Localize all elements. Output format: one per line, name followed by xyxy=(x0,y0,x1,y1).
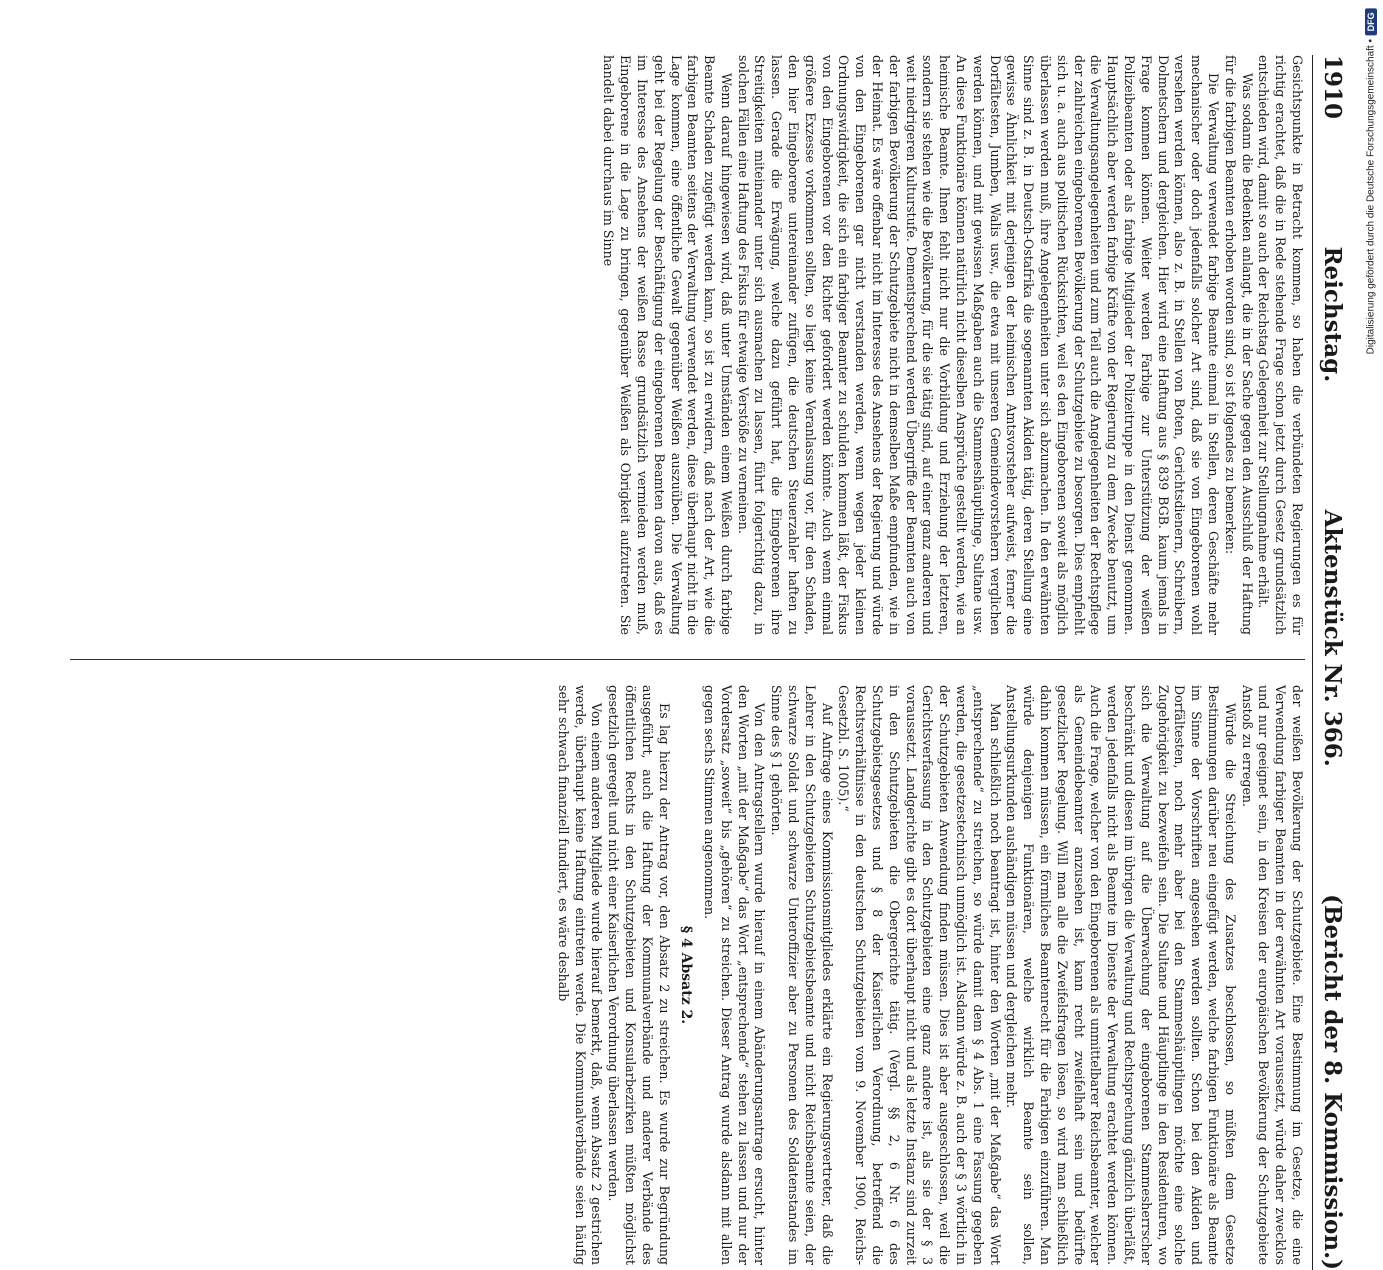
page-header xyxy=(1312,55,1353,1270)
dfg-logo: DFG xyxy=(1365,8,1377,35)
paragraph: Es lag hierzu der Antrag vor, den Absatz 2 zu streichen. Es wurde zur Begründung ausgeführt, auch die Haftung der Kommunalverbände und anderer Verbände des öffentlichen Rechts in den Schutzgebieten und Konsularbezirken müßten möglichst gesetzlich geregelt und nicht einer Kaiserlichen Verordnung überlassen werden. xyxy=(606,685,672,1265)
paragraph: Würde die Streichung des Zusatzes beschlossen, so müßten dem Gesetze Bestimmungen darüber neu eingefügt werden, welche farbigen Funktionäre als Beamte im Sinne der Vorschriften angesehen werden sollten. Schon bei den Akiden und Dorfältesten, noch mehr aber bei den Stammeshäuptlingen möchte eine solche Zugehörigkeit zu bezweifeln sein. Die Sultane und Häuptlinge in den Residenturen, wo sich die Verwaltung auf die Überwachung der eingeborenen Stammesherrscher beschränkt und diesen im übrigen die Verwaltung und Rechtsprechung gänzlich überläßt, werden jedenfalls nicht als Beamte im Dienste der Verwaltung erachtet werden können. Auch die Frage, welcher von den Eingeborenen als unmittelbarer Reichsbeamter, welcher als Gemeindebeamter anzusehen ist, kann recht zweifelhaft sein und bedürfte gesetzlicher Regelung. Will man alle die Zweifelsfragen lösen, so wird man schließlich dahin kommen müssen, ein förmliches Beamtenrecht für die Farbigen einzuführen. Man würde denjenigen Funktionären, welche wirklich Beamte sein sollen, Anstellungsurkunden aushändigen müssen und dergleichen mehr. xyxy=(1004,685,1238,1265)
paragraph: Die Verwaltung verwendet farbige Beamte einmal in Stellen, deren Geschäfte mehr mechanischer oder doch jedenfalls solcher Art sind, daß sie von Eingeborenen wohl versehen werden können, also z. B. in Stellen von Boten, Gerichtsdienern, Schreibern, Dolmetschern und dergleichen. Hier wird eine Haftung aus § 839 BGB. kaum jemals in Frage kommen können. Weiter werden Farbige zur Unterstützung der weißen Polizeibeamten oder als farbige Mitglieder der Polizeitruppe in den Dienst genommen. Hauptsächlich aber werden farbige Kräfte von der Regierung zu dem Zwecke benutzt, um die Verwaltungsangelegenheiten und zum Teil auch die Angelegenheiten der Rechtspflege der zahlreichen eingeborenen Bevölkerung der Schutzgebiete zu besorgen. Dies empfiehlt sich u. a. auch aus politischen Rücksichten, weil es den Eingeborenen soweit als möglich überlassen werden muß, ihre Angelegenheiten unter sich abzumachen. In den erwähnten Sinne sind z. B. in Deutsch-Ostafrika die sogenannten Akiden tätig, deren Stellung eine gewisse Ähnlichkeit mit derjenigen der heimischen Amtsvorsteher aufweist, ferner die Dorfältesten, Jumben, Walis usw., die etwa mit unseren Gemeindevorstehern verglichen werden können, und mit gewissen Maßgaben auch die Stammeshäuptlinge, Sultane usw. An diese Funktionäre können natürlich nicht dieselben Ansprüche gestellt werden, wie an heimische Beamte. Ihnen fehlt nicht nur die Vorbildung und Erziehung der letzteren, sondern sie stehen wie die Bevölkerung, für die sie tätig sind, auf einer ganz anderen und weit niedrigeren Kulturstufe. Dementsprechend werden Übergriffe der Beamten auch von der farbigen Bevölkerung der Schutzgebiete nicht in demselben Maße empfunden, wie in der Heimat. Es wäre offenbar nicht im Interesse des Ansehens der Regierung und würde von den Eingeborenen gar nicht verstanden werden, wenn wegen jeder kleinen Ordnungswidrigkeit, die sich ein farbiger Beamter zu schulden kommen läßt, der Fiskus von den Eingeborenen vor den Richter gefordert werden könnte. Auch wenn einmal größere Exzesse vorkommen sollten, so liegt keine Veranlassung vor, für den Schaden, den hier Eingeborene untereinander zufügen, die deutschen Steuerzahler haften zu lassen. Gerade die Erwägung, welche dazu geführt hat, die Eingeborenen ihre Streitigkeiten miteinander unter sich ausmachen zu lassen, führt folgerichtig dazu, in solchen Fällen eine Haftung des Fiskus für etwaige Verstöße zu verneinen. xyxy=(735,55,1222,635)
header-left-title: Reichstag. xyxy=(1319,246,1347,383)
section-heading: § 4 Absatz 2. xyxy=(678,925,695,1025)
page-number: 1910 xyxy=(1319,55,1347,120)
header-center-title: Aktenstück Nr. 366. xyxy=(1319,509,1347,767)
header-right-title: (Bericht der 8. Kommission.) xyxy=(1319,894,1347,1270)
paragraph: Gesichtspunkte in Betracht kommen, so haben die verbündeten Regierungen es für richtig erachtet, daß die in Rede stehende Frage schon jetzt durch Gesetz grundsätzlich entschieden wird, damit so auch der Reichstag Gelegenheit zur Stellungnahme erhält. xyxy=(1256,55,1305,635)
digitization-text: Digitalisierung gefördert durch die Deutsche Forschungsgemeinschaft • xyxy=(1365,39,1377,355)
right-column xyxy=(70,685,1305,1265)
paragraph: Auf Anfrage eines Kommissionsmitgliedes erklärte ein Regierungsvertreter, daß die Lehrer in den Schutzgebieten Schutzgebietsbeamte und nicht Reichsbeamte seien, der schwarze Soldat und schwarze Unteroffizier aber zu Personen des Soldatenstandes im Sinne des § 1 gehörten. xyxy=(769,685,835,1265)
column-divider xyxy=(70,659,1305,660)
paragraph: Von den Antragstellern wurde hierauf in einem Abänderungsantrage ersucht, hinter den Worten „mit der Maßgabe“ das Wort „entsprechende“ stehen zu lassen und nur der Vordersatz „soweit“ bis „gehören“ zu streichen. Dieser Antrag wurde alsdann mit allen gegen sechs Stimmen angenommen. xyxy=(702,685,768,1265)
paragraph: Man schließlich noch beantragt ist, hinter den Worten „mit der Maßgabe“ das Wort „entsprechende“ zu streichen, so würde damit dem § 4 Abs. 1 eine Fassung gegeben werden, die gesetzestechnisch unmöglich ist. Alsdann würde z. B. auch der § 3 wörtlich in der Schutzgebieten Anwendung finden müssen. Dies ist aber ausgeschlossen, weil die Gerichtsverfassung in den Schutzgebieten eine ganz andere ist, als sie der § 3 voraussetzt. Landgerichte gibt es dort überhaupt nicht und als letzte Instanz sind zurzeit in den Schutzgebieten die Obergerichte tätig. (Vergl. §§ 2, 6 Nr. 6 des Schutzgebietsgesetzes und § 8 der Kaiserlichen Verordnung, betreffend die Rechtsverhältnisse in den deutschen Schutzgebieten vom 9. November 1900, Reichs-Gesetzbl. S. 1005).“ xyxy=(836,685,1003,1265)
left-column xyxy=(70,55,1305,635)
paragraph: der weißen Bevölkerung der Schutzgebiete. Eine Bestimmung im Gesetze, die eine Verwendung farbiger Beamten in der erwähnten Art voraussetzt, würde daher zwecklos und nur geeignet sein, in den Kreisen der europäischen Bevölkerung der Schutzgebiete Anstoß zu erregen. xyxy=(1239,685,1305,1265)
paragraph: Von einem anderen Mitgliede wurde hierauf bemerkt, daß, wenn Absatz 2 gestrichen werde, überhaupt keine Haftung eintreten werde. Die Kommunalverbände seien häufig sehr schwach finanziell fundiert, es wäre deshalb xyxy=(555,685,605,1265)
paragraph: Was sodann die Bedenken anlangt, die in der Sache gegen den Ausschluß der Haftung für die farbigen Beamten erhoben worden sind, so ist folgendes zu bemerken: xyxy=(1222,55,1255,635)
digitization-note xyxy=(1365,8,1377,354)
paragraph: Wenn darauf hingewiesen wird, daß unter Umständen einem Weißen durch farbige Beamte Schaden zugefügt werden kann, so ist zu erwidern, daß nach der Art, wie die farbigen Beamten seitens der Verwaltung verwendet werden, diese überhaupt nicht in die Lage kommen, eine öffentliche Gewalt gegenüber Weißen auszuüben. Die Verwaltung geht bei der Regelung der Beschäftigung der eingeborenen Beamten davon aus, daß es im Interesse des Ansehens der weißen Rasse grundsätzlich vermieden werden muß, Eingeborene in die Lage zu bringen, gegenüber Weißen als Obrigkeit aufzutreten. Sie handelt dabei durchaus im Sinne xyxy=(601,55,734,635)
